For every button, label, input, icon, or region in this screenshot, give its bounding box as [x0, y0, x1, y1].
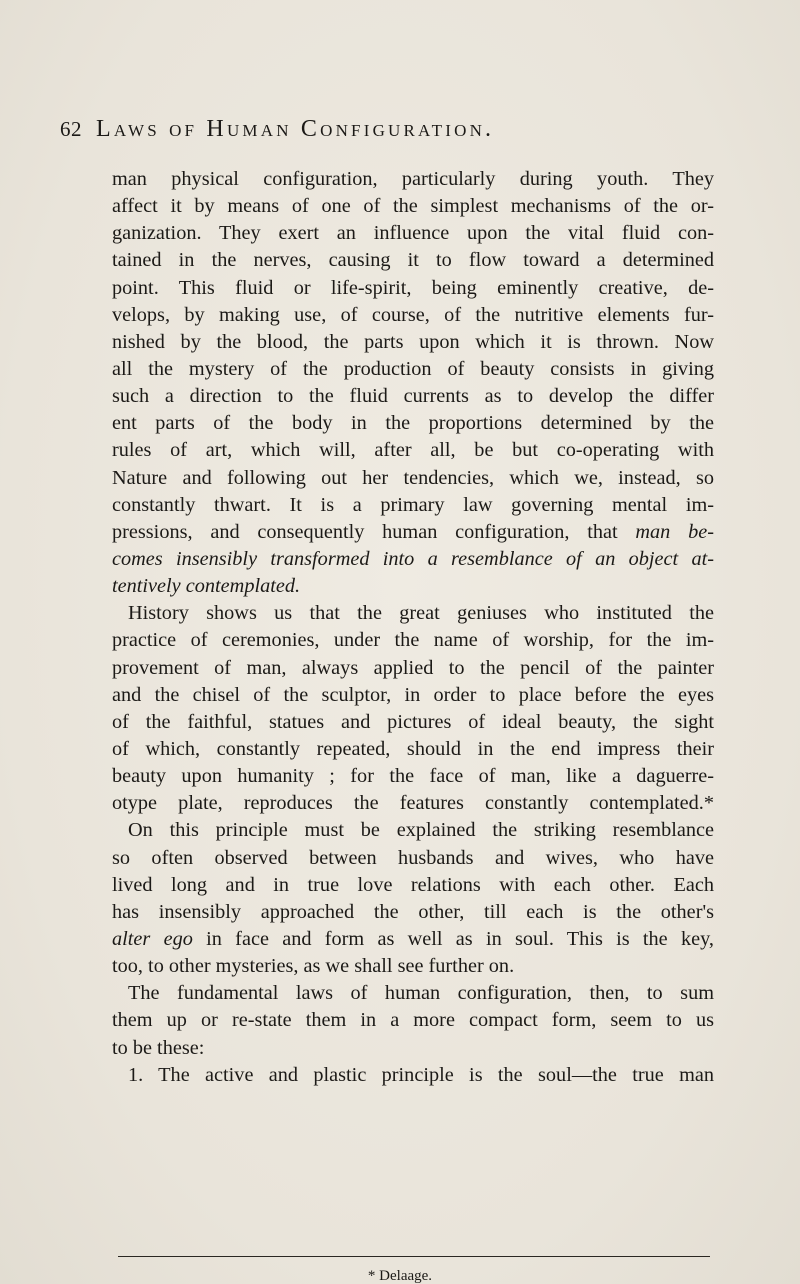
text-line: constantly thwart. It is a primary law governing mental im-	[112, 493, 714, 516]
text-line: nished by the blood, the parts upon which it is thrown. Now	[112, 330, 714, 353]
text-line: ent parts of the body in the proportions determined by the	[112, 412, 714, 435]
running-title: Laws of Human Configuration.	[96, 116, 495, 142]
text-line: of which, constantly repeated, should in the end impress their	[112, 737, 714, 760]
text-line: and the chisel of the sculptor, in order to place before the eyes	[112, 683, 714, 706]
text-line: man physical configuration, particularly during youth. They	[112, 168, 714, 190]
text-line: ganization. They exert an influence upon the vital fluid con-	[112, 222, 714, 245]
text-line: affect it by means of one of the simplest mechanisms of the or-	[112, 195, 714, 218]
body-text	[112, 166, 714, 1089]
text-line: lived long and in true love relations with each other. Each	[112, 873, 714, 896]
footnote: * Delaage.	[367, 1268, 433, 1284]
page-header	[60, 116, 760, 150]
text-segment: pressions, and consequently human configuration, that	[112, 520, 618, 543]
text-line: has insensibly approached the other, till each is the other's	[112, 900, 714, 923]
text-line: The fundamental laws of human configuration, then, to sum	[128, 982, 714, 1005]
text-line: such a direction to the fluid currents as to develop the differ	[112, 385, 714, 408]
text-line	[112, 573, 714, 600]
text-line: On this principle must be explained the striking resemblance	[128, 819, 714, 842]
text-line: rules of art, which will, after all, be but co-operating with	[112, 439, 714, 462]
text-line: so often observed between husbands and wives, who have	[112, 846, 714, 869]
text-line	[112, 926, 714, 953]
text-line: them up or re-state them in a more compact form, seem to us	[112, 1009, 714, 1032]
text-line: practice of ceremonies, under the name of worship, for the im-	[112, 629, 714, 652]
text-line	[112, 546, 714, 573]
text-line: History shows us that the great geniuses who instituted the	[128, 602, 714, 625]
text-line: 1. The active and plastic principle is the soul—the true man	[128, 1063, 714, 1086]
text-line: otype plate, reproduces the features constantly contemplated.*	[112, 792, 714, 815]
footnote-rule	[118, 1256, 710, 1257]
italic-phrase: man be-	[635, 520, 714, 543]
italic-phrase: tentively contemplated.	[112, 575, 301, 598]
text-line: Nature and following out her tendencies, which we, instead, so	[112, 466, 714, 489]
text-line: to be these:	[112, 1036, 205, 1059]
italic-phrase: alter ego	[112, 927, 193, 950]
text-line: all the mystery of the production of beauty consists in giving	[112, 357, 714, 380]
text-line: provement of man, always applied to the pencil of the painter	[112, 656, 714, 679]
text-line: velops, by making use, of course, of the nutritive elements fur-	[112, 303, 714, 326]
text-line: of the faithful, statues and pictures of ideal beauty, the sight	[112, 710, 714, 733]
text-line: too, to other mysteries, as we shall see further on.	[112, 955, 515, 978]
text-line: beauty upon humanity ; for the face of man, like a daguerre-	[112, 765, 714, 788]
text-line: point. This fluid or life-spirit, being eminently creative, de-	[112, 276, 714, 299]
page-number: 62	[60, 117, 82, 141]
text-segment: in face and form as well as in soul. This is the key,	[206, 927, 714, 950]
italic-phrase: comes insensibly transformed into a resemblance of an object at-	[112, 547, 714, 570]
text-line	[112, 519, 714, 546]
text-line: tained in the nerves, causing it to flow toward a determined	[112, 249, 714, 272]
